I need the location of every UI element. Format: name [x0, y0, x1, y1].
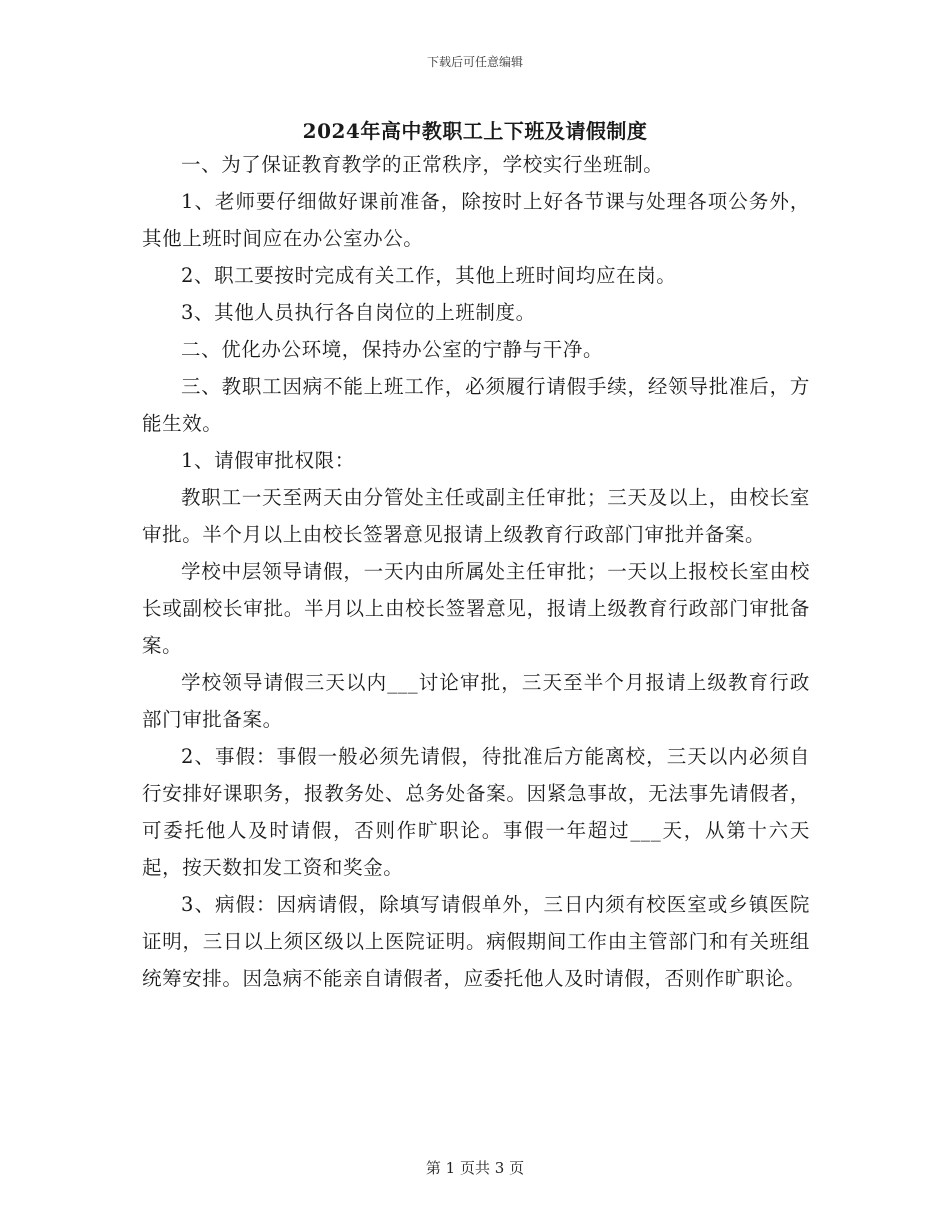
paragraph: 三、教职工因病不能上班工作，必须履行请假手续，经领导批准后，方能生效。	[142, 375, 810, 435]
paragraph: 1、请假审批权限：	[181, 449, 355, 472]
paragraph: 学校领导请假三天以内___讨论审批，三天至半个月报请上级教育行政部门审批备案。	[142, 671, 810, 731]
paragraph: 学校中层领导请假，一天内由所属处主任审批；一天以上报校长室由校长或副校长审批。半月以上由校长签署意见，报请上级教育行政部门审批备案。	[142, 560, 810, 657]
page-footer: 第 1 页共 3 页	[425, 1159, 525, 1177]
paragraph: 二、优化办公环境，保持办公室的宁静与干净。	[181, 338, 604, 361]
document-body	[142, 146, 810, 997]
paragraph: 3、病假：因病请假，除填写请假单外，三日内须有校医室或乡镇医院证明，三日以上须区级以上医院证明。病假期间工作由主管部门和有关班组统筹安排。因急病不能亲自请假者，应委托他人及时请假，否则作旷职论。	[142, 893, 810, 990]
header-note: 下载后可任意编辑	[426, 55, 523, 69]
paragraph: 2、职工要按时完成有关工作，其他上班时间均应在岗。	[181, 264, 677, 287]
paragraph: 3、其他人员执行各自岗位的上班制度。	[181, 301, 536, 324]
paragraph: 1、老师要仔细做好课前准备，除按时上好各节课与处理各项公务外，其他上班时间应在办公室办公。	[142, 190, 810, 250]
paragraph: 一、为了保证教育教学的正常秩序，学校实行坐班制。	[181, 153, 664, 176]
paragraph: 2、事假：事假一般必须先请假，待批准后方能离校，三天以内必须自行安排好课职务，报教务处、总务处备案。因紧急事故，无法事先请假者，可委托他人及时请假，否则作旷职论。事假一年超过___天，从第十六天起，按天数扣发工资和奖金。	[142, 745, 810, 879]
document-title: 2024年高中教职工上下班及请假制度	[302, 119, 648, 143]
paragraph: 教职工一天至两天由分管处主任或副主任审批；三天及以上，由校长室审批。半个月以上由校长签署意见报请上级教育行政部门审批并备案。	[142, 486, 810, 546]
